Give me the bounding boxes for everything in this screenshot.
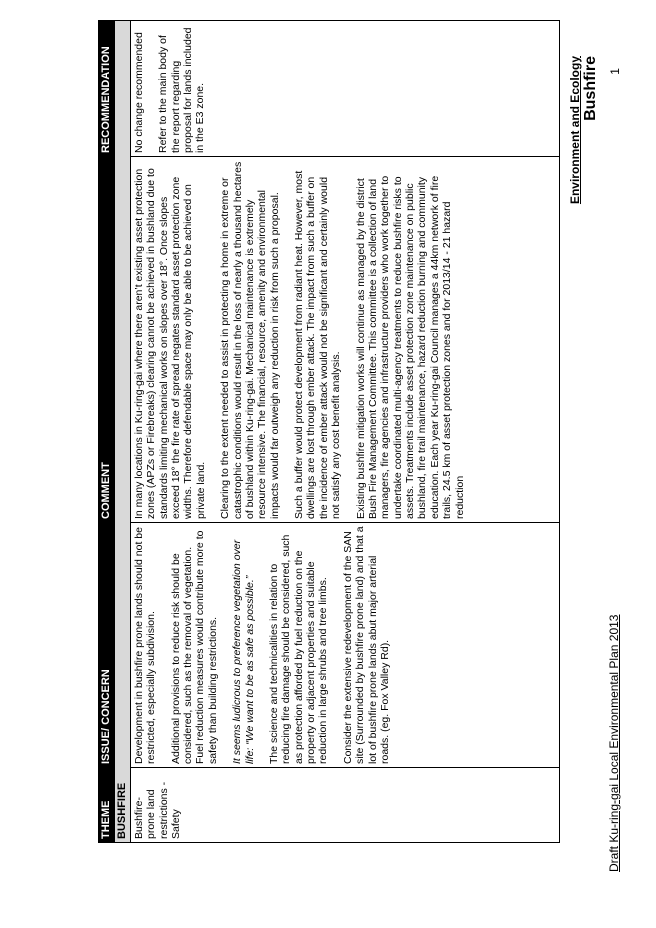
comment-paragraph: Existing bushfire mitigation works will continue as managed by the district Bush Fire Management Committee. This committee is a collection of land managers, fire agencies and infrastructure providers who work together to undertake coordinated multi-agency treatments to reduce bushfire risks to assets. Treatments include asset protection zone maintenance on public bushland, fire trail maintenance, hazard reduction burning and community education. Each year Ku-ring-gai Council manages a 44km network of fire trails, 24.5 km of asset protection zones and for 2013/14 - 21 hazard reduction	[354, 175, 466, 519]
section-row	[115, 21, 131, 843]
comment-paragraph: Clearing to the extent needed to assist in protecting a home in extreme or catastrophic conditions would result in the loss of nearly a thousand hectares of bushland within Ku-ring-gai. Mechanical maintenance is extremely resource intensive. The financial, resource, amenity and environmental impacts would far outweigh any reduction in risk from such a proposal.	[219, 161, 281, 519]
issue-paragraph	[231, 526, 256, 764]
recommendation-cell	[130, 21, 559, 157]
issue-cell	[130, 523, 559, 768]
theme-cell: Bushfire-prone land restrictions - Safety	[130, 768, 559, 843]
issue-paragraph: Additional provisions to reduce risk should be considered, such as the removal of vegetation. Fuel reduction measures would contribute more to safety than building restrictions.	[169, 530, 219, 764]
header-theme: THEME	[99, 768, 115, 843]
header-recommendation: RECOMMENDATION	[99, 21, 115, 157]
table-header-row	[99, 21, 115, 843]
recommendation-paragraph: Refer to the main body of the report regarding proposal for lands included in the E3 zone.	[157, 27, 207, 153]
issue-paragraph: Consider the extensive redevelopment of the SAN site (Surrounded by bushfire prone land) and that a lot of bushfire prone lands abut major arterial roads. (eg. Fox Valley Rd).	[341, 526, 391, 764]
section-label: BUSHFIRE	[115, 21, 131, 843]
section-category: Environment and Ecology	[568, 56, 582, 205]
table-row	[130, 21, 559, 843]
issue-paragraph: The science and technicalities in relation to reducing fire damage should be considered, such as protection afforded by fuel reduction on the property or adjacent properties and suitable reduction in large shrubs and tree limbs.	[267, 534, 330, 764]
header-comment: COMMENT	[99, 157, 115, 523]
comment-cell	[130, 157, 559, 523]
section-title: Bushfire	[582, 56, 599, 121]
comment-paragraph: In many locations in Ku-ring-gai where there aren’t existing asset protection zones (APZs or Firebreaks) clearing cannot be achieved in bushland due to standards limiting mechanical works on slopes over 18°. Once slopes exceed 18° the fire rate of spread negates standard asset protection zone widths. Therefore defendable space may only be able to be achieved on private land.	[132, 168, 207, 519]
document-title-header: Draft Ku-ring-gai Local Environmental Plan 2013	[607, 614, 621, 872]
section-header	[568, 56, 600, 204]
issue-paragraph: Development in bushfire prone lands should not be restricted, especially subdivision.	[132, 527, 158, 764]
issue-quote: It seems ludicrous to preference vegetation over life: “We want to be as safe as possible.”	[231, 539, 256, 764]
comment-paragraph: Such a buffer would protect development from radiant heat. However, most dwellings are lost through ember attack. The impact from such a buffer on the incidence of ember attack would not be significant and certainly would not satisfy any cost benefit analysis.	[293, 170, 343, 519]
page-number: 1	[608, 68, 622, 75]
recommendation-paragraph: No change recommended	[132, 32, 145, 153]
header-issue-concern: ISSUE/ CONCERN	[99, 523, 115, 768]
submissions-table	[98, 20, 560, 843]
